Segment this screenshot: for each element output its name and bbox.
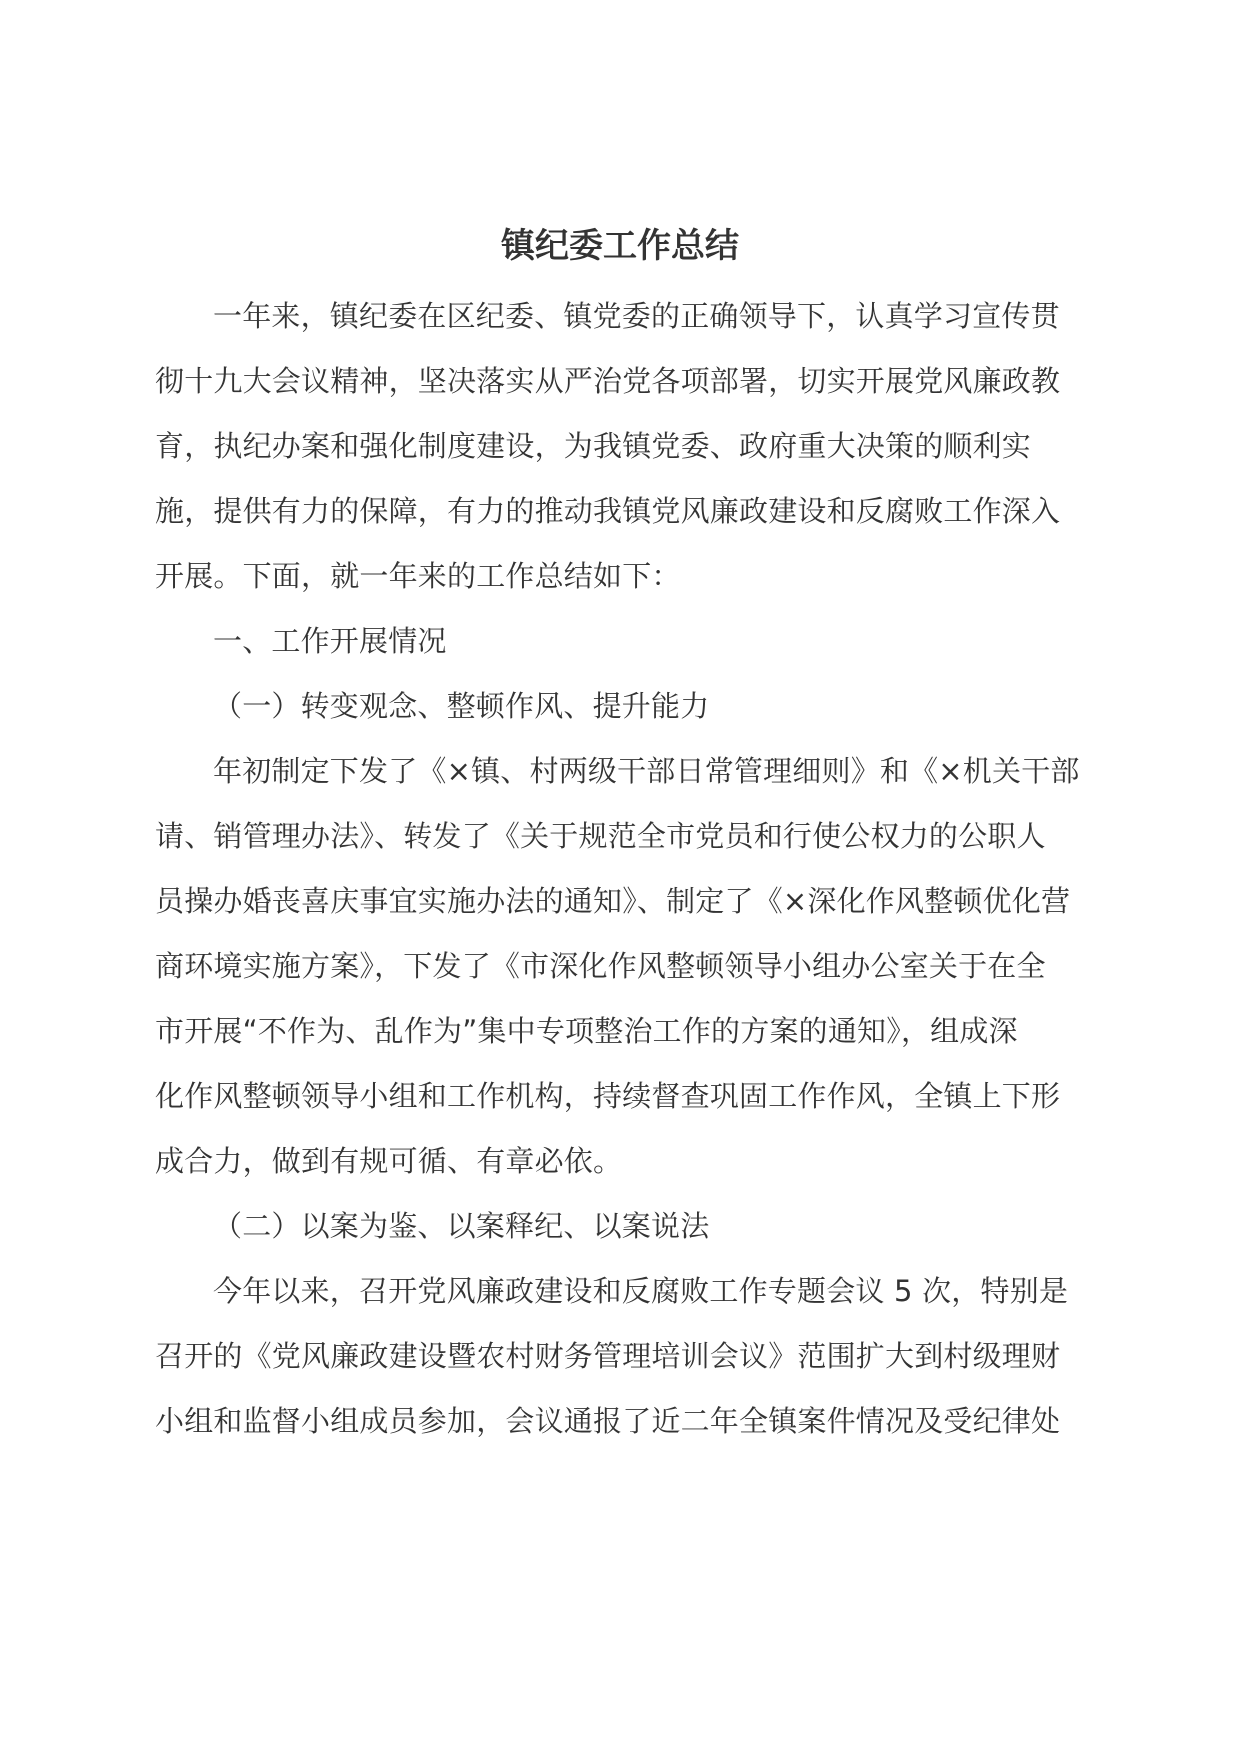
paragraph-line: 一年来，镇纪委在区纪委、镇党委的正确领导下，认真学习宣传贯 (213, 299, 1060, 333)
paragraph-line: 商环境实施方案》，下发了《市深化作风整顿领导小组办公室关于在全 (155, 949, 1046, 983)
paragraph-line: 员操办婚丧喜庆事宜实施办法的通知》、制定了《×深化作风整顿优化营 (155, 884, 1071, 918)
paragraph-line: 市开展“不作为、乱作为”集中专项整治工作的方案的通知》，组成深 (155, 1014, 1018, 1048)
paragraph-line: 彻十九大会议精神，坚决落实从严治党各项部署，切实开展党风廉政教 (155, 364, 1061, 398)
paragraph-line: 召开的《党风廉政建设暨农村财务管理培训会议》范围扩大到村级理财 (155, 1339, 1061, 1373)
paragraph-line: 今年以来，召开党风廉政建设和反腐败工作专题会议 5 次，特别是 (213, 1274, 1069, 1308)
subsection-heading: （一）转变观念、整顿作风、提升能力 (213, 689, 710, 723)
document-title: 镇纪委工作总结 (501, 226, 739, 266)
paragraph-line: 请、销管理办法》、转发了《关于规范全市党员和行使公权力的公职人 (155, 819, 1046, 853)
paragraph-line: 小组和监督小组成员参加，会议通报了近二年全镇案件情况及受纪律处 (155, 1404, 1061, 1438)
document-body (155, 284, 1085, 1454)
paragraph-line: 开展。下面，就一年来的工作总结如下： (155, 559, 681, 593)
section-heading: 一、工作开展情况 (213, 624, 447, 658)
paragraph-line: 育，执纪办案和强化制度建设，为我镇党委、政府重大决策的顺利实 (155, 429, 1032, 463)
paragraph-line: 化作风整顿领导小组和工作机构，持续督查巩固工作作风，全镇上下形 (155, 1079, 1061, 1113)
paragraph-line: 年初制定下发了《×镇、村两级干部日常管理细则》和《×机关干部 (213, 754, 1080, 788)
paragraph-line: 成合力，做到有规可循、有章必依。 (155, 1144, 623, 1178)
paragraph-line: 施，提供有力的保障，有力的推动我镇党风廉政建设和反腐败工作深入 (155, 494, 1061, 528)
subsection-heading: （二）以案为鉴、以案释纪、以案说法 (213, 1209, 710, 1243)
